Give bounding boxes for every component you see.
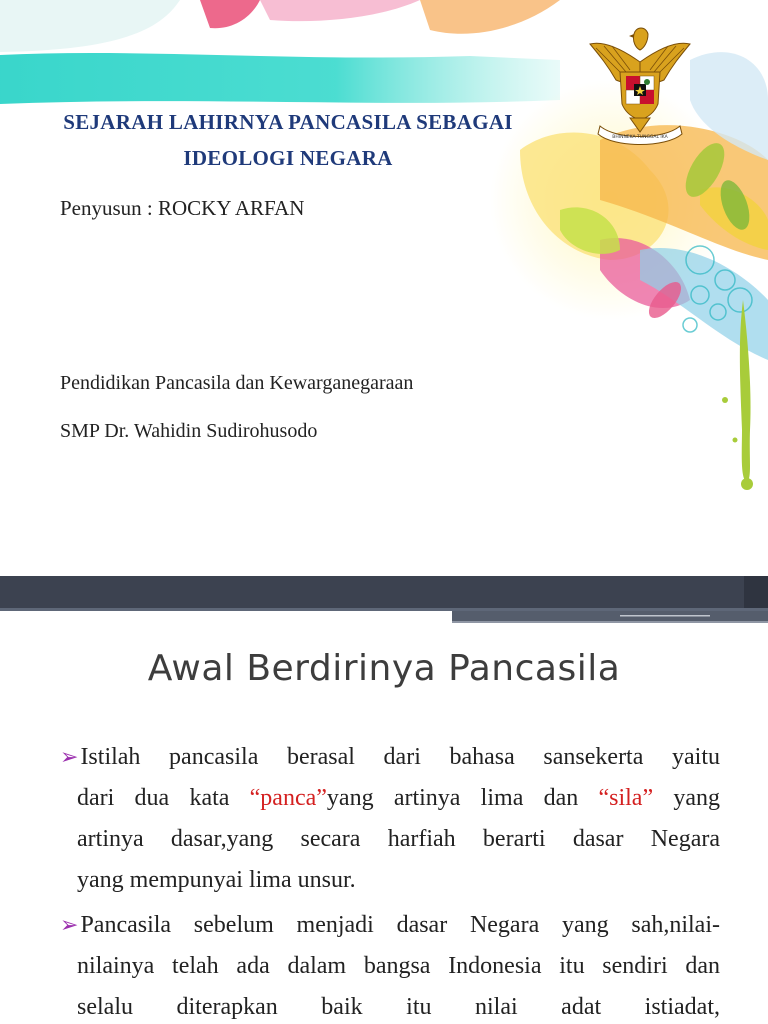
paragraph-1: ➢Istilah pancasila berasal dari bahasa sansekerta yaitu dari dua kata “panca”yang artinya lima dan “sila” yang artinya dasar,yang secara harfiah berarti dasar Negara yang mempunyai lima unsur.: [60, 744, 720, 893]
garuda-emblem-icon: [586, 22, 694, 148]
highlight-sila: “sila”: [598, 785, 654, 811]
slide-title: [0, 104, 576, 176]
arrow-bullet-icon: ➢: [60, 744, 79, 769]
arrow-bullet-icon: ➢: [60, 912, 79, 937]
paragraph-2: ➢Pancasila sebelum menjadi dasar Negara yang sah,nilai- nilainya telah ada dalam bangsa Indonesia itu sendiri dan selalu diterapkan baik itu nilai adat istiadat,: [60, 912, 720, 1020]
title-line-2: IDEOLOGI NEGARA: [183, 146, 393, 170]
slide-heading: Awal Berdirinya Pancasila: [147, 648, 621, 689]
content-slide: [0, 576, 768, 1024]
title-line-1: SEJARAH LAHIRNYA PANCASILA SEBAGAI: [63, 110, 513, 134]
subject-label: Pendidikan Pancasila dan Kewarganegaraan: [60, 372, 414, 394]
highlight-panca: “panca”: [249, 785, 327, 811]
slide-header-bar: [0, 576, 768, 624]
svg-text:BHINNEKA TUNGGAL IKA: BHINNEKA TUNGGAL IKA: [612, 135, 668, 140]
school-label: SMP Dr. Wahidin Sudirohusodo: [60, 420, 318, 442]
author-label: Penyusun : ROCKY ARFAN: [60, 196, 305, 220]
